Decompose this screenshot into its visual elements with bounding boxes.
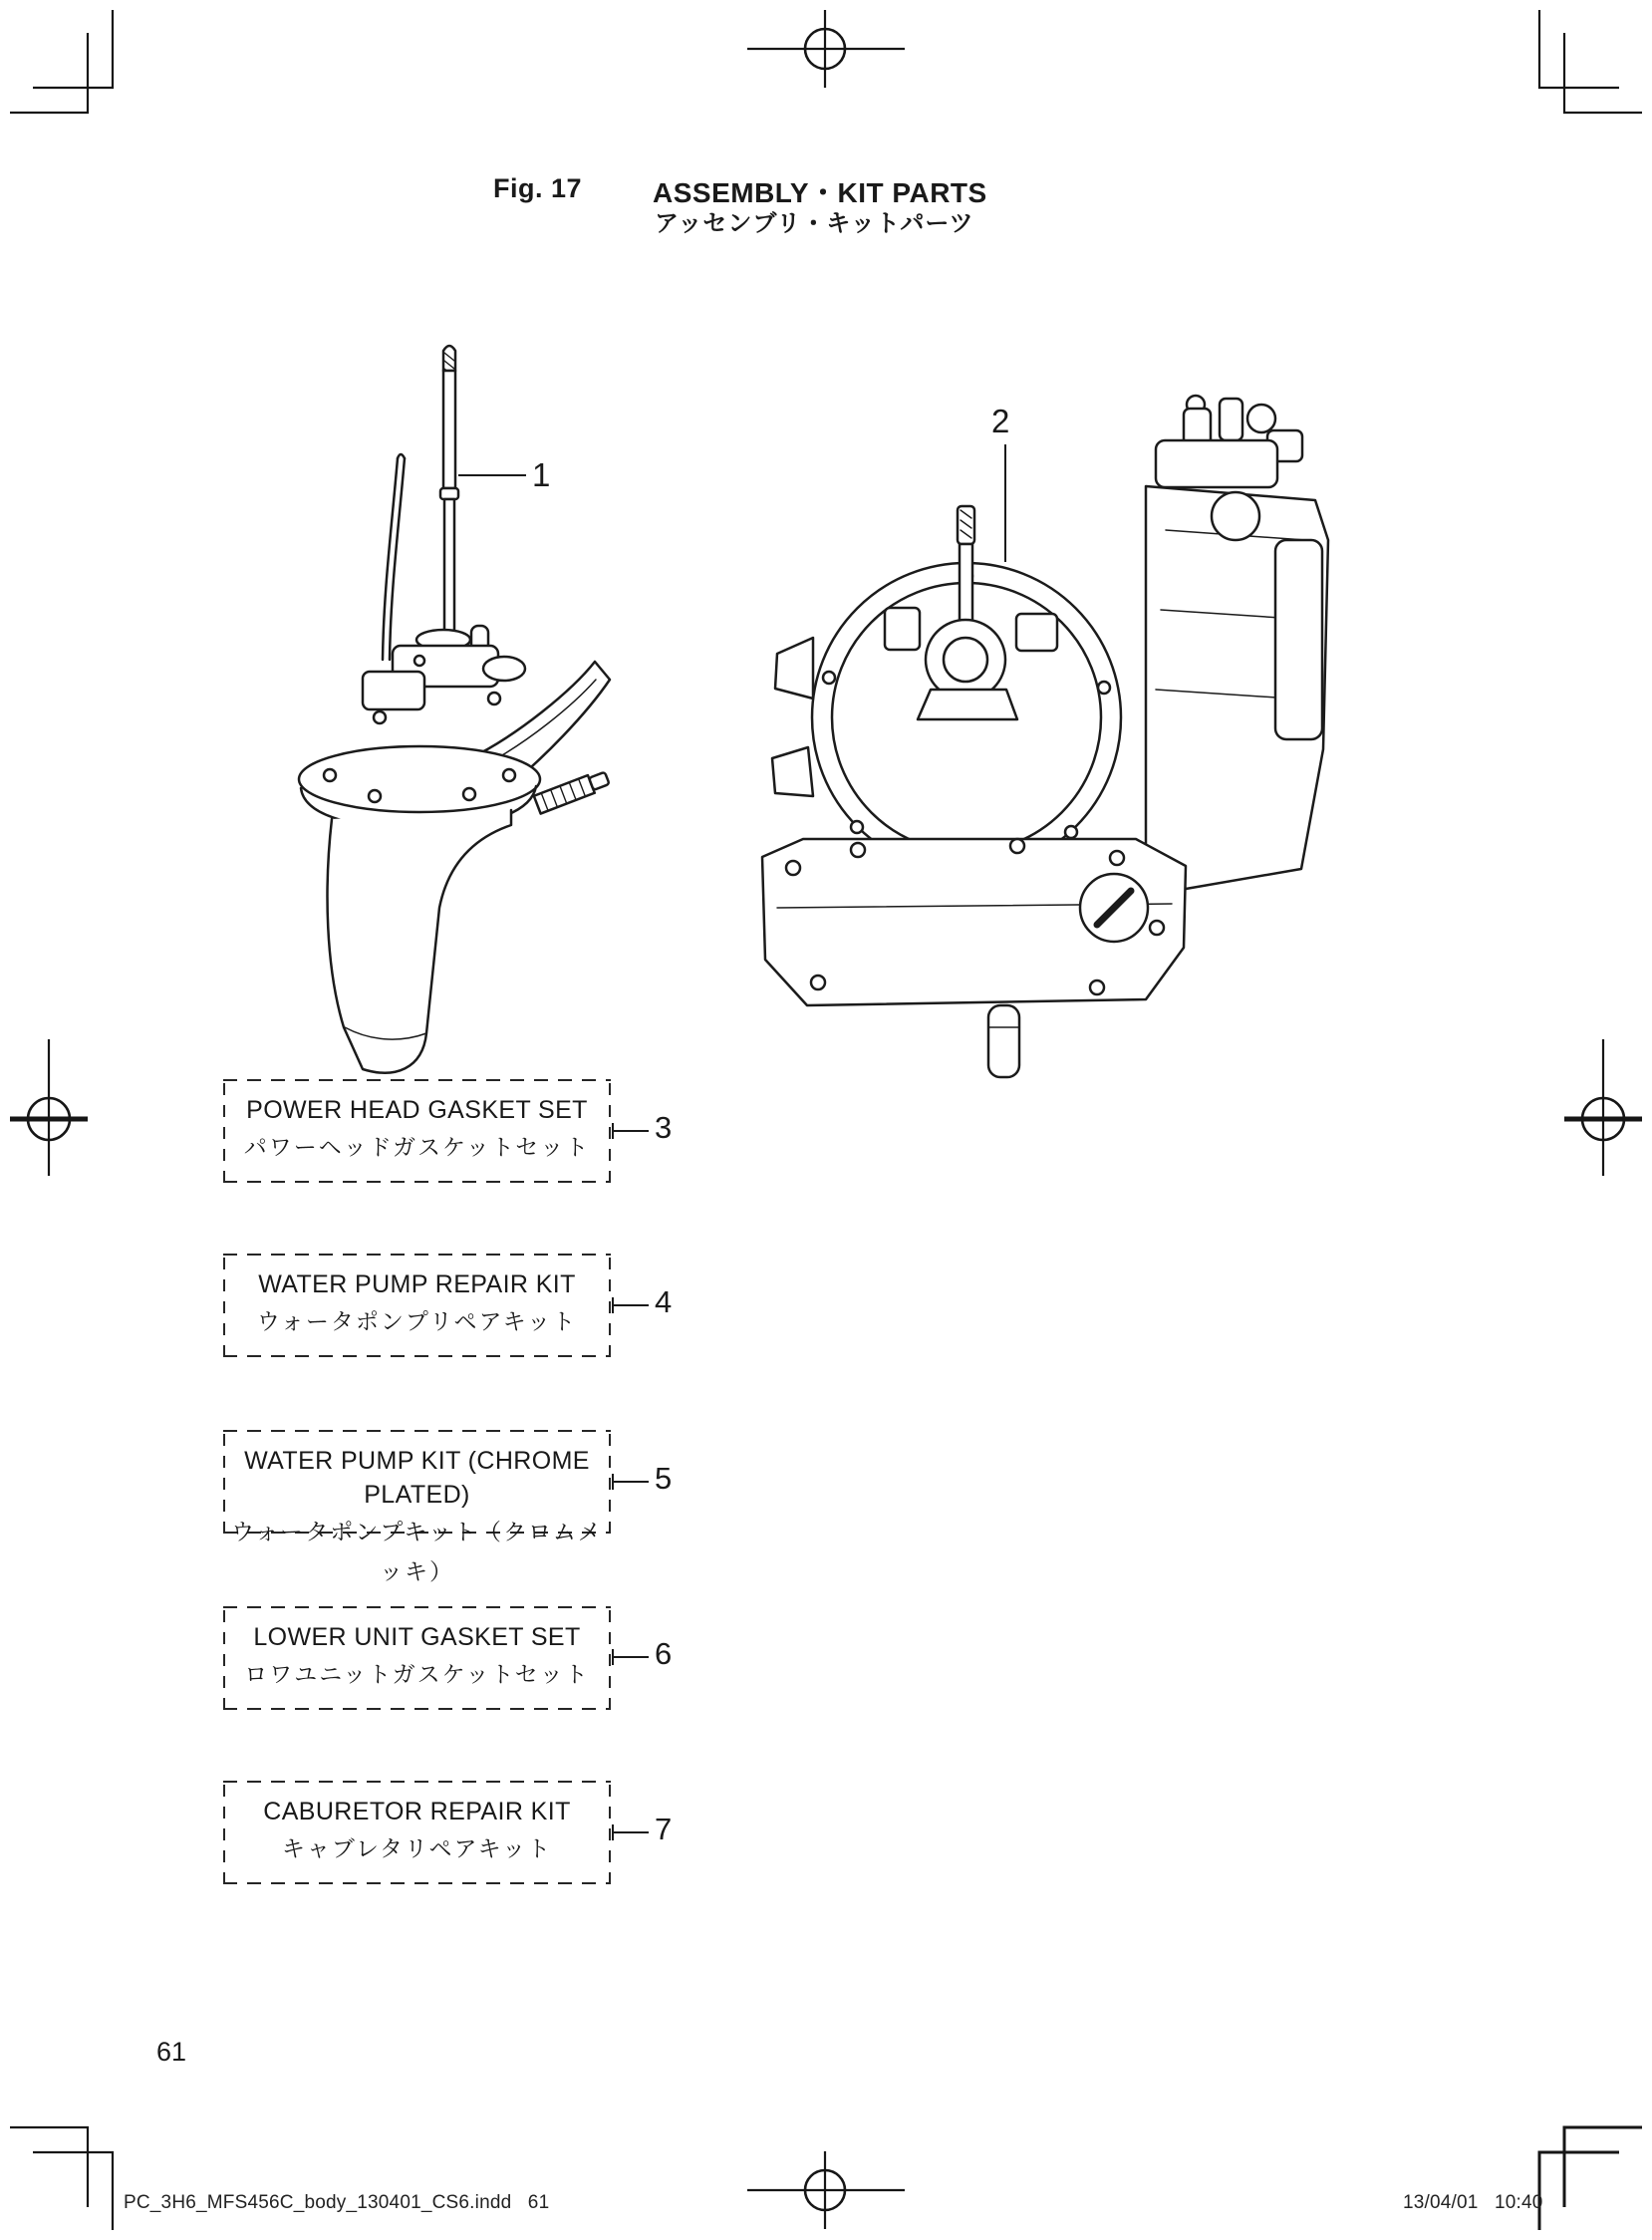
- callout-1-leader-line: [458, 474, 526, 476]
- kit-box-water-pump-repair-kit: [223, 1254, 611, 1357]
- callout-5-leader-line: [612, 1481, 649, 1483]
- trim-mark-bottom-right: [1539, 2127, 1642, 2230]
- kit-name-jp: ウォータポンプリペアキット: [256, 1308, 578, 1334]
- register-target-top: [747, 10, 905, 88]
- kit-box-lower-unit-gasket-set: [223, 1606, 611, 1710]
- trim-mark-top-right: [1539, 10, 1642, 113]
- callout-7-number: 7: [655, 1812, 673, 1846]
- footer-filename: PC_3H6_MFS456C_body_130401_CS6.indd 61: [124, 2192, 550, 2213]
- propeller-shaft: [534, 769, 611, 814]
- callout-4-leader-line: [612, 1304, 649, 1306]
- callout-1-number: 1: [532, 456, 551, 493]
- callout-3-number: 3: [655, 1110, 673, 1145]
- register-target-bottom: [747, 2151, 905, 2229]
- callout-7-leader-line: [612, 1831, 649, 1833]
- footer-timestamp: 13/04/01 10:40: [1403, 2192, 1543, 2213]
- callout-2-leader-line: [1004, 444, 1006, 562]
- drain-plug: [1080, 874, 1148, 942]
- callout-4-number: 4: [655, 1284, 673, 1319]
- kit-name-jp: キャブレタリペアキット: [281, 1835, 553, 1861]
- register-target-right: [1564, 1039, 1642, 1176]
- kit-name-en: POWER HEAD GASKET SET: [246, 1096, 588, 1124]
- gearcase: [328, 810, 511, 1073]
- kit-box-water-pump-kit-chrome-plated: [223, 1430, 611, 1584]
- kit-box-caburetor-repair-kit: [223, 1781, 611, 1884]
- trim-mark-bottom-left: [10, 2127, 113, 2230]
- kit-name-en: WATER PUMP KIT (CHROME PLATED): [244, 1447, 590, 1509]
- power-head-drawing: [717, 389, 1355, 1086]
- callout-5-number: 5: [655, 1461, 673, 1496]
- callout-6-leader-line: [612, 1656, 649, 1658]
- figure-title-jp: アッセンブリ・キットパーツ: [655, 210, 974, 237]
- figure-label: Fig. 17: [493, 173, 583, 203]
- figure-title-en: ASSEMBLY・KIT PARTS: [653, 177, 987, 208]
- driveshaft: [443, 346, 455, 371]
- callout-6-number: 6: [655, 1636, 673, 1671]
- kit-name-en: LOWER UNIT GASKET SET: [253, 1623, 581, 1651]
- kit-box-power-head-gasket-set: [223, 1079, 611, 1183]
- lower-unit-drawing: [244, 329, 623, 1096]
- driveshaft-stub: [988, 1005, 1019, 1077]
- callout-3-leader-line: [612, 1130, 649, 1132]
- page-number: 61: [156, 2037, 187, 2067]
- callout-2-number: 2: [991, 403, 1010, 439]
- kit-name-en: WATER PUMP REPAIR KIT: [258, 1270, 576, 1298]
- register-target-left: [10, 1039, 88, 1176]
- trim-mark-top-left: [10, 10, 113, 113]
- shift-rod: [383, 458, 405, 660]
- kit-name-jp: ロワユニットガスケットセット: [244, 1661, 590, 1687]
- kit-name-en: CABURETOR REPAIR KIT: [263, 1798, 571, 1825]
- kit-name-jp: ウォータポンプキット（クロムメッキ）: [231, 1519, 603, 1584]
- kit-name-jp: パワーヘッドガスケットセット: [243, 1134, 591, 1160]
